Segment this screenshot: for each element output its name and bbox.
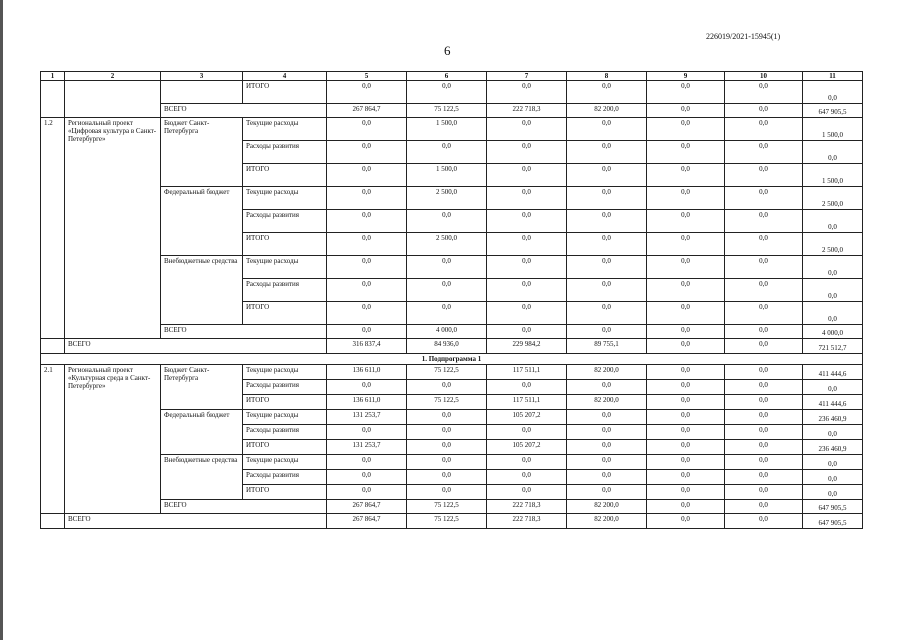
- value-cell: 0,0: [725, 279, 803, 302]
- value-cell: 0,0: [725, 514, 803, 529]
- row-code: 1.2: [41, 118, 65, 339]
- value-cell: 222 718,3: [487, 500, 567, 514]
- subprogram-title: 1. Подпрограмма 1: [41, 354, 863, 365]
- value-cell: 0,0: [327, 210, 407, 233]
- value-cell: 0,0: [725, 410, 803, 425]
- value-cell: 2 500,0: [407, 233, 487, 256]
- value-cell: 0,0: [327, 118, 407, 141]
- value-cell: 0,0: [567, 118, 647, 141]
- value-cell: 0,0: [647, 279, 725, 302]
- value-cell: 0,0: [647, 339, 725, 354]
- table-cell: [41, 81, 65, 118]
- funding-source: Бюджет Санкт-Петербурга: [161, 365, 243, 410]
- value-cell: 0,0: [725, 210, 803, 233]
- value-cell: 222 718,3: [487, 104, 567, 118]
- value-cell: 0,0: [725, 500, 803, 514]
- expense-type: ИТОГО: [243, 302, 327, 325]
- value-cell: 0,0: [407, 455, 487, 470]
- value-cell: 0,0: [647, 256, 725, 279]
- value-cell: 229 984,2: [487, 339, 567, 354]
- total-label: ВСЕГО: [161, 500, 327, 514]
- value-cell: 0,0: [327, 485, 407, 500]
- total-cell: 236 460,9: [803, 440, 863, 455]
- value-cell: 0,0: [327, 187, 407, 210]
- total-cell: 0,0: [803, 302, 863, 325]
- expense-type: ИТОГО: [243, 164, 327, 187]
- value-cell: 267 864,7: [327, 500, 407, 514]
- value-cell: 0,0: [647, 325, 725, 339]
- value-cell: 0,0: [567, 302, 647, 325]
- total-cell: 0,0: [803, 485, 863, 500]
- value-cell: 0,0: [725, 455, 803, 470]
- value-cell: 222 718,3: [487, 514, 567, 529]
- value-cell: 0,0: [487, 118, 567, 141]
- value-cell: 0,0: [567, 256, 647, 279]
- value-cell: 0,0: [327, 380, 407, 395]
- expense-type: ИТОГО: [243, 81, 327, 104]
- value-cell: 0,0: [487, 302, 567, 325]
- value-cell: 0,0: [647, 81, 725, 104]
- value-cell: 0,0: [567, 187, 647, 210]
- column-header: 5: [327, 72, 407, 81]
- project-name: Региональный проект «Цифровая культура в Санкт-Петербурге»: [65, 118, 161, 339]
- total-cell: 0,0: [803, 455, 863, 470]
- value-cell: 0,0: [407, 485, 487, 500]
- column-header: 8: [567, 72, 647, 81]
- value-cell: 0,0: [725, 233, 803, 256]
- total-cell: 721 512,7: [803, 339, 863, 354]
- value-cell: 0,0: [567, 81, 647, 104]
- value-cell: 0,0: [567, 279, 647, 302]
- column-header-row: [41, 72, 863, 81]
- table-row: [41, 325, 863, 339]
- value-cell: 0,0: [647, 455, 725, 470]
- total-cell: 411 444,6: [803, 365, 863, 380]
- value-cell: 0,0: [327, 470, 407, 485]
- total-cell: 1 500,0: [803, 118, 863, 141]
- table-row: [41, 410, 863, 425]
- value-cell: 0,0: [725, 81, 803, 104]
- value-cell: 0,0: [407, 279, 487, 302]
- value-cell: 0,0: [725, 380, 803, 395]
- value-cell: 0,0: [725, 470, 803, 485]
- value-cell: 0,0: [647, 118, 725, 141]
- value-cell: 0,0: [567, 164, 647, 187]
- value-cell: 0,0: [725, 339, 803, 354]
- expense-type: ИТОГО: [243, 233, 327, 256]
- value-cell: 0,0: [647, 410, 725, 425]
- value-cell: 0,0: [725, 302, 803, 325]
- value-cell: 0,0: [725, 425, 803, 440]
- table-row: [41, 339, 863, 354]
- expense-type: Текущие расходы: [243, 187, 327, 210]
- value-cell: 0,0: [407, 141, 487, 164]
- value-cell: 82 200,0: [567, 514, 647, 529]
- value-cell: 136 611,0: [327, 395, 407, 410]
- value-cell: 0,0: [725, 187, 803, 210]
- value-cell: 0,0: [487, 210, 567, 233]
- expense-type: Расходы развития: [243, 279, 327, 302]
- value-cell: 0,0: [487, 256, 567, 279]
- column-header: 1: [41, 72, 65, 81]
- value-cell: 0,0: [567, 141, 647, 164]
- value-cell: 0,0: [725, 141, 803, 164]
- column-header: 10: [725, 72, 803, 81]
- table-row: [41, 104, 863, 118]
- value-cell: 0,0: [327, 455, 407, 470]
- expense-type: Расходы развития: [243, 210, 327, 233]
- value-cell: 267 864,7: [327, 514, 407, 529]
- value-cell: 0,0: [647, 470, 725, 485]
- value-cell: 0,0: [725, 395, 803, 410]
- value-cell: 0,0: [647, 514, 725, 529]
- value-cell: 0,0: [647, 302, 725, 325]
- column-header: 9: [647, 72, 725, 81]
- expense-type: Расходы развития: [243, 141, 327, 164]
- value-cell: 0,0: [487, 141, 567, 164]
- value-cell: 0,0: [725, 440, 803, 455]
- value-cell: 0,0: [647, 187, 725, 210]
- value-cell: 0,0: [647, 164, 725, 187]
- value-cell: 1 500,0: [407, 118, 487, 141]
- value-cell: 0,0: [647, 365, 725, 380]
- value-cell: 0,0: [567, 470, 647, 485]
- value-cell: 0,0: [725, 118, 803, 141]
- value-cell: 0,0: [567, 440, 647, 455]
- grand-total-label: ВСЕГО: [65, 339, 327, 354]
- value-cell: 0,0: [327, 164, 407, 187]
- value-cell: 0,0: [647, 440, 725, 455]
- column-header: 3: [161, 72, 243, 81]
- value-cell: 0,0: [567, 233, 647, 256]
- value-cell: 0,0: [647, 104, 725, 118]
- value-cell: 105 207,2: [487, 410, 567, 425]
- value-cell: 0,0: [327, 256, 407, 279]
- total-label: ВСЕГО: [161, 325, 327, 339]
- value-cell: 0,0: [647, 485, 725, 500]
- value-cell: 84 936,0: [407, 339, 487, 354]
- value-cell: 0,0: [327, 325, 407, 339]
- value-cell: 89 755,1: [567, 339, 647, 354]
- value-cell: 0,0: [407, 470, 487, 485]
- table-cell: [161, 81, 243, 104]
- expense-type: ИТОГО: [243, 395, 327, 410]
- total-cell: 0,0: [803, 81, 863, 104]
- value-cell: 82 200,0: [567, 395, 647, 410]
- value-cell: 0,0: [647, 380, 725, 395]
- value-cell: 267 864,7: [327, 104, 407, 118]
- scan-edge: [0, 0, 3, 640]
- value-cell: 136 611,0: [327, 365, 407, 380]
- table-row: [41, 365, 863, 380]
- value-cell: 75 122,5: [407, 365, 487, 380]
- value-cell: 117 511,1: [487, 365, 567, 380]
- value-cell: 75 122,5: [407, 500, 487, 514]
- total-cell: 4 000,0: [803, 325, 863, 339]
- value-cell: 117 511,1: [487, 395, 567, 410]
- value-cell: 0,0: [407, 302, 487, 325]
- value-cell: 0,0: [725, 325, 803, 339]
- funding-source: Внебюджетные средства: [161, 455, 243, 500]
- table-row: [41, 514, 863, 529]
- value-cell: 75 122,5: [407, 104, 487, 118]
- expense-type: Текущие расходы: [243, 455, 327, 470]
- table-row: [41, 354, 863, 365]
- total-cell: 647 905,5: [803, 104, 863, 118]
- value-cell: 316 837,4: [327, 339, 407, 354]
- value-cell: 0,0: [487, 164, 567, 187]
- value-cell: 0,0: [647, 395, 725, 410]
- value-cell: 131 253,7: [327, 410, 407, 425]
- value-cell: 0,0: [407, 440, 487, 455]
- value-cell: 0,0: [567, 425, 647, 440]
- total-cell: 236 460,9: [803, 410, 863, 425]
- value-cell: 0,0: [725, 256, 803, 279]
- value-cell: 0,0: [487, 470, 567, 485]
- total-cell: 647 905,5: [803, 500, 863, 514]
- value-cell: 82 200,0: [567, 500, 647, 514]
- expense-type: Расходы развития: [243, 470, 327, 485]
- value-cell: 105 207,2: [487, 440, 567, 455]
- funding-source: Внебюджетные средства: [161, 256, 243, 325]
- total-cell: 0,0: [803, 279, 863, 302]
- column-header: 6: [407, 72, 487, 81]
- expense-type: Текущие расходы: [243, 118, 327, 141]
- expense-type: Текущие расходы: [243, 365, 327, 380]
- row-code: 2.1: [41, 365, 65, 514]
- value-cell: 0,0: [725, 485, 803, 500]
- value-cell: 0,0: [487, 455, 567, 470]
- value-cell: 0,0: [327, 279, 407, 302]
- table-row: [41, 118, 863, 141]
- value-cell: 75 122,5: [407, 514, 487, 529]
- value-cell: 0,0: [487, 325, 567, 339]
- value-cell: 0,0: [407, 256, 487, 279]
- value-cell: 75 122,5: [407, 395, 487, 410]
- value-cell: 0,0: [567, 485, 647, 500]
- table-row: [41, 187, 863, 210]
- project-name: Региональный проект «Культурная среда в Санкт-Петербурге»: [65, 365, 161, 514]
- budget-table: [40, 71, 863, 529]
- value-cell: 0,0: [327, 233, 407, 256]
- total-cell: 0,0: [803, 256, 863, 279]
- total-cell: 1 500,0: [803, 164, 863, 187]
- table-cell: [65, 81, 161, 118]
- value-cell: 0,0: [567, 210, 647, 233]
- table-row: [41, 455, 863, 470]
- total-cell: 411 444,6: [803, 395, 863, 410]
- total-cell: 0,0: [803, 470, 863, 485]
- page-number: 6: [444, 43, 451, 58]
- value-cell: 4 000,0: [407, 325, 487, 339]
- value-cell: 0,0: [487, 279, 567, 302]
- value-cell: 0,0: [487, 81, 567, 104]
- value-cell: 0,0: [487, 233, 567, 256]
- expense-type: ИТОГО: [243, 485, 327, 500]
- value-cell: 0,0: [327, 141, 407, 164]
- value-cell: 0,0: [647, 210, 725, 233]
- value-cell: 0,0: [567, 380, 647, 395]
- value-cell: 0,0: [647, 233, 725, 256]
- value-cell: 2 500,0: [407, 187, 487, 210]
- value-cell: 0,0: [407, 81, 487, 104]
- table-cell: [41, 339, 65, 354]
- value-cell: 0,0: [487, 425, 567, 440]
- value-cell: 0,0: [327, 302, 407, 325]
- expense-type: Текущие расходы: [243, 256, 327, 279]
- funding-source: Федеральный бюджет: [161, 187, 243, 256]
- value-cell: 0,0: [407, 210, 487, 233]
- value-cell: 1 500,0: [407, 164, 487, 187]
- funding-source: Бюджет Санкт-Петербурга: [161, 118, 243, 187]
- value-cell: 0,0: [725, 365, 803, 380]
- column-header: 4: [243, 72, 327, 81]
- column-header: 2: [65, 72, 161, 81]
- value-cell: 0,0: [487, 485, 567, 500]
- document-number: 226019/2021-15945(1): [706, 32, 781, 41]
- table-row: [41, 500, 863, 514]
- value-cell: 82 200,0: [567, 365, 647, 380]
- total-label: ВСЕГО: [161, 104, 327, 118]
- value-cell: 0,0: [327, 81, 407, 104]
- value-cell: 0,0: [407, 380, 487, 395]
- value-cell: 0,0: [567, 455, 647, 470]
- total-cell: 0,0: [803, 141, 863, 164]
- funding-source: Федеральный бюджет: [161, 410, 243, 455]
- column-header: 7: [487, 72, 567, 81]
- value-cell: 0,0: [725, 104, 803, 118]
- value-cell: 0,0: [407, 410, 487, 425]
- value-cell: 0,0: [407, 425, 487, 440]
- value-cell: 0,0: [567, 325, 647, 339]
- table-row: [41, 81, 863, 104]
- value-cell: 0,0: [647, 425, 725, 440]
- value-cell: 0,0: [647, 500, 725, 514]
- expense-type: ИТОГО: [243, 440, 327, 455]
- total-cell: 0,0: [803, 425, 863, 440]
- value-cell: 0,0: [487, 380, 567, 395]
- total-cell: 2 500,0: [803, 187, 863, 210]
- expense-type: Расходы развития: [243, 380, 327, 395]
- table-row: [41, 256, 863, 279]
- value-cell: 0,0: [647, 141, 725, 164]
- value-cell: 131 253,7: [327, 440, 407, 455]
- total-cell: 0,0: [803, 210, 863, 233]
- value-cell: 0,0: [567, 410, 647, 425]
- total-cell: 0,0: [803, 380, 863, 395]
- value-cell: 0,0: [327, 425, 407, 440]
- value-cell: 0,0: [487, 187, 567, 210]
- table-cell: [41, 514, 65, 529]
- column-header: 11: [803, 72, 863, 81]
- expense-type: Расходы развития: [243, 425, 327, 440]
- grand-total-label: ВСЕГО: [65, 514, 327, 529]
- expense-type: Текущие расходы: [243, 410, 327, 425]
- total-cell: 647 905,5: [803, 514, 863, 529]
- value-cell: 0,0: [725, 164, 803, 187]
- total-cell: 2 500,0: [803, 233, 863, 256]
- value-cell: 82 200,0: [567, 104, 647, 118]
